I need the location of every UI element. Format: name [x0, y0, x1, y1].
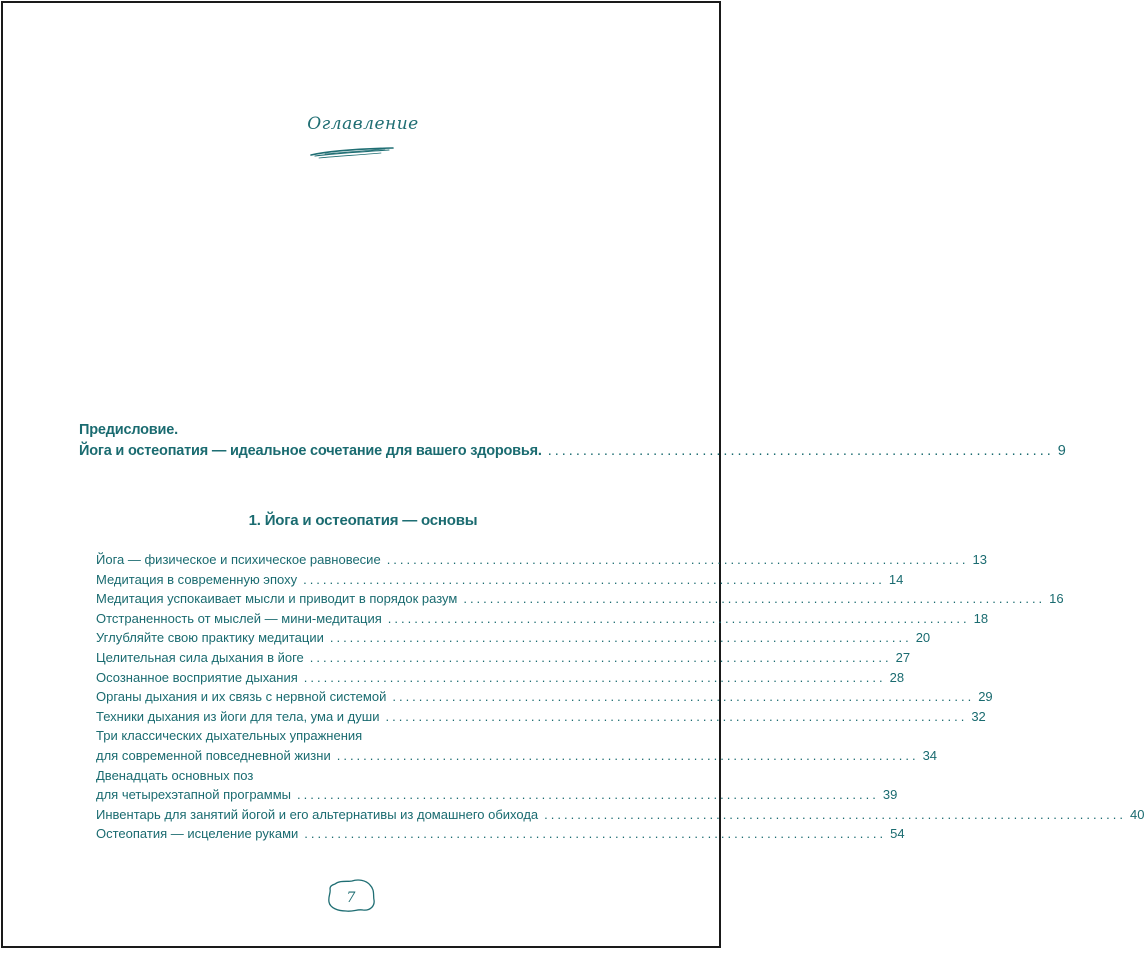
- toc-entry-page: 27: [895, 649, 911, 665]
- dot-leader: ........................................................................................: [385, 708, 968, 724]
- toc-entry-page: 40: [1130, 806, 1144, 822]
- toc-list: [96, 550, 1144, 844]
- dot-leader: ........................................................................................: [303, 571, 885, 587]
- dot-leader: ........................................................................................: [336, 747, 919, 763]
- toc-entry[interactable]: [96, 766, 898, 805]
- toc-entry-title: Инвентарь для занятий йогой и его альтернативы из домашнего обихода: [96, 806, 539, 822]
- preface-entry[interactable]: [79, 420, 1066, 462]
- toc-entry[interactable]: [96, 668, 905, 688]
- toc-entry-title: Осознанное восприятие дыхания: [96, 669, 298, 685]
- dot-leader: ........................................................................................: [297, 787, 879, 803]
- dot-leader: ........................................................................................: [387, 610, 970, 626]
- preface-text: Йога и остеопатия — идеальное сочетание для вашего здоровья.: [79, 443, 542, 459]
- toc-entry-page: 32: [971, 708, 986, 724]
- dot-leader: ........................................................................................: [329, 630, 912, 646]
- dot-leader: ........................................................................................: [386, 552, 969, 567]
- page-number-badge: [326, 878, 376, 914]
- toc-entry[interactable]: [96, 707, 986, 727]
- chapter-heading: 1. Йога и остеопатия — основы: [248, 512, 478, 529]
- dot-leader: ........................................................................................: [392, 689, 975, 705]
- toc-entry-page: 16: [1049, 591, 1064, 607]
- dot-leader: ........................................................................................: [309, 649, 892, 665]
- preface-title: Предисловие.: [79, 422, 178, 438]
- dot-leader: ........................................................................................: [463, 591, 1046, 607]
- toc-entry-page: 13: [972, 552, 987, 567]
- brush-stroke-ornament-icon: [309, 146, 395, 160]
- toc-entry[interactable]: [96, 726, 938, 765]
- toc-entry[interactable]: [96, 805, 1144, 825]
- toc-entry-title: Медитация успокаивает мысли и приводит в порядок разум: [96, 591, 458, 607]
- toc-entry[interactable]: [96, 824, 905, 844]
- toc-entry[interactable]: [96, 687, 993, 707]
- toc-entry-page: 20: [915, 630, 931, 646]
- toc-entry-page: 14: [888, 571, 904, 587]
- dot-leader: ........................................................................: [547, 443, 1054, 459]
- toc-entry[interactable]: [96, 570, 904, 590]
- toc-entry[interactable]: [96, 550, 987, 570]
- dot-leader: ........................................................................................: [544, 806, 1127, 822]
- toc-entry-title: Органы дыхания и их связь с нервной системой: [96, 689, 387, 705]
- toc-entry-title: Отстраненность от мыслей — мини-медитация: [96, 610, 382, 626]
- toc-entry-page: 28: [889, 669, 905, 685]
- toc-entry-title: Техники дыхания из йоги для тела, ума и души: [96, 708, 380, 724]
- toc-entry-page: 34: [922, 747, 938, 763]
- toc-entry-page: 29: [978, 689, 993, 705]
- toc-entry-title-line1: Двенадцать основных поз: [96, 767, 254, 783]
- toc-entry-title: Остеопатия — исцеление руками: [96, 826, 299, 842]
- toc-entry[interactable]: [96, 609, 989, 629]
- toc-entry-page: 39: [882, 787, 898, 803]
- preface-page: 9: [1057, 443, 1066, 459]
- toc-entry[interactable]: [96, 628, 931, 648]
- toc-entry[interactable]: [96, 589, 1064, 609]
- toc-entry-page: 54: [890, 826, 905, 842]
- toc-entry-title: Медитация в современную эпоху: [96, 571, 298, 587]
- dot-leader: ........................................................................................: [303, 669, 886, 685]
- toc-entry-title: для современной повседневной жизни: [96, 747, 331, 763]
- page-title: Оглавление: [307, 114, 419, 134]
- toc-entry[interactable]: [96, 648, 911, 668]
- toc-entry-page: 18: [973, 610, 989, 626]
- toc-entry-title-line1: Три классических дыхательных упражнения: [96, 728, 363, 744]
- toc-entry-title: Целительная сила дыхания в йоге: [96, 649, 304, 665]
- dot-leader: ........................................................................................: [304, 826, 887, 842]
- toc-entry-title: для четырехэтапной программы: [96, 787, 291, 803]
- toc-entry-title: Углубляйте свою практику медитации: [96, 630, 324, 646]
- page-number: 7: [346, 890, 356, 906]
- toc-entry-title: Йога — физическое и психическое равновесие: [96, 552, 381, 567]
